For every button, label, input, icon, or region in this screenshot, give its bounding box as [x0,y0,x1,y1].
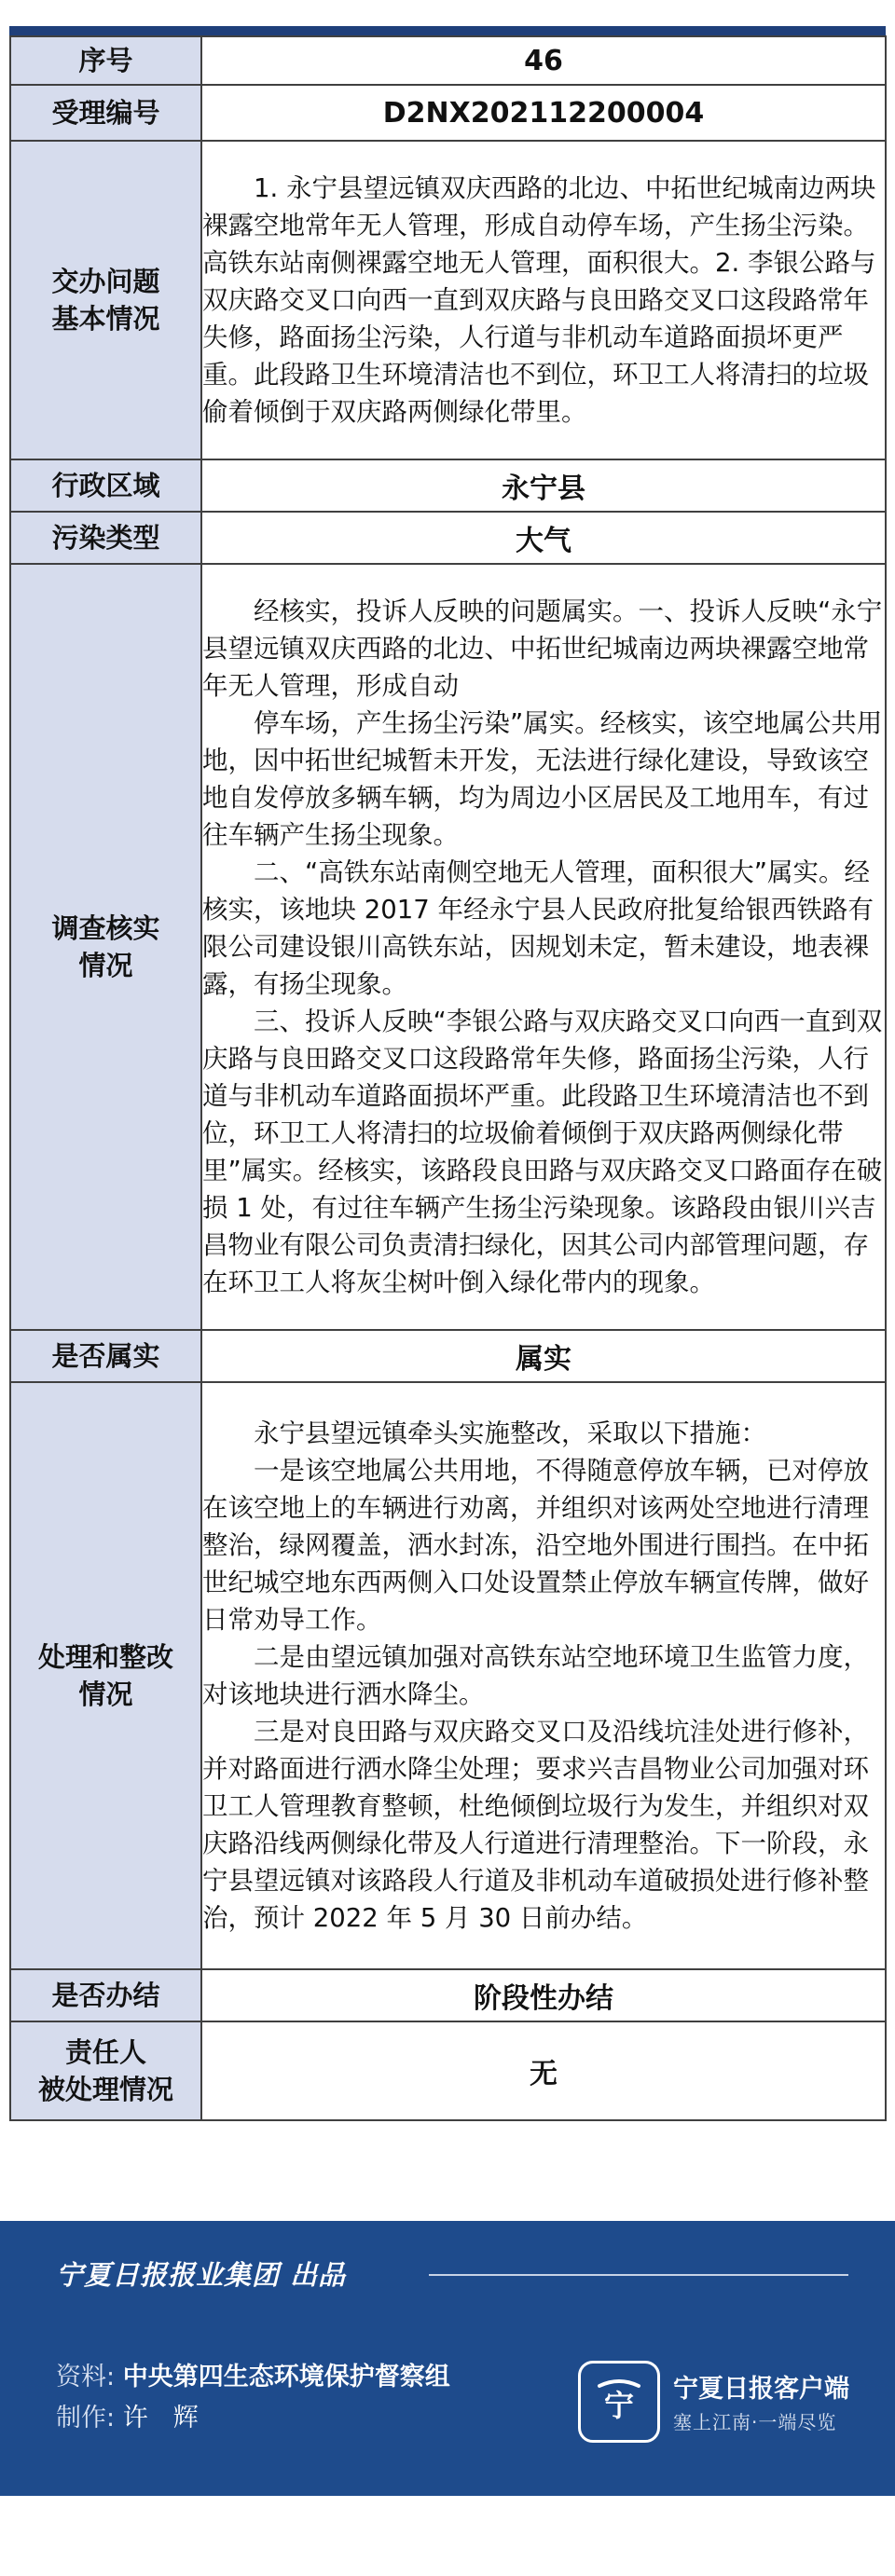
row-concluded [10,1969,886,2021]
case-info-table [9,35,887,2121]
investigation-text-cell [201,564,886,1330]
author-key: 制作: [56,2404,116,2432]
app-slogan: 塞上江南·一端尽览 [673,2411,837,2433]
investigation-paragraph: 停车场，产生扬尘污染”属实。经核实，该空地属公共用地，因中拓世纪城暂未开发，无法进行绿化建设，导致该空地自发停放多辆车辆，均为周边小区居民及工地用车，有过往车辆产生扬尘现象。 [202,708,883,850]
handling-paragraph: 二是由望远镇加强对高铁东站空地环境卫生监管力度，对该地块进行洒水降尘。 [202,1642,869,1709]
author-credit [56,2402,199,2435]
issue-text-cell [201,141,886,459]
concluded-value: 阶段性办结 [201,1969,886,2021]
row-handling [10,1382,886,1969]
handling-text-cell [201,1382,886,1969]
publisher-brand: 宁夏日报报业集团 出品 [56,2258,347,2291]
row-pollution [10,512,886,564]
case-no-label: 受理编号 [10,85,201,141]
handling-label: 处理和整改 情况 [10,1382,201,1969]
serial-label: 序号 [10,36,201,85]
verified-label: 是否属实 [10,1330,201,1382]
case-no-value: D2NX202112200004 [201,85,886,141]
row-accountability [10,2021,886,2120]
pollution-value: 大气 [201,512,886,564]
pollution-label: 污染类型 [10,512,201,564]
accountability-value: 无 [201,2021,886,2120]
footer-banner [0,2221,895,2496]
issue-label: 交办问题 基本情况 [10,141,201,459]
row-verified [10,1330,886,1382]
serial-value: 46 [201,36,886,85]
app-logo-icon [578,2361,660,2443]
region-label: 行政区域 [10,459,201,512]
row-region [10,459,886,512]
row-investigation [10,564,886,1330]
concluded-label: 是否办结 [10,1969,201,2021]
investigation-paragraph: 经核实，投诉人反映的问题属实。一、投诉人反映“永宁县望远镇双庆西路的北边、中拓世纪城南边两块裸露空地常年无人管理，形成自动 [202,596,883,701]
investigation-paragraph: 三、投诉人反映“李银公路与双庆路交叉口向西一直到双庆路与良田路交叉口这段路常年失修，路面扬尘污染，人行道与非机动车道路面损坏严重。此段路卫生环境清洁也不到位，环卫工人将清扫的垃圾偷着倾倒于双庆路两侧绿化带里”属实。经核实，该路段良田路与双庆路交叉口路面存在破损 1 处，有过往车辆产生扬尘污染现象。该路段由银川兴吉昌物业有限公司负责清扫绿化，因其公司内部管理问题，存在环卫工人将灰尘树叶倒入绿化带内的现象。 [202,1007,883,1297]
source-key: 资料: [56,2363,116,2391]
handling-paragraph: 永宁县望远镇牵头实施整改，采取以下措施： [254,1418,766,1448]
handling-paragraph: 三是对良田路与双庆路交叉口及沿线坑洼处进行修补，并对路面进行洒水降尘处理；要求兴吉昌物业公司加强对环卫工人管理教育整顿，杜绝倾倒垃圾行为发生，并组织对双庆路沿线两侧绿化带及人行道进行清理整治。下一阶段，永宁县望远镇对该路段人行道及非机动车道破损处进行修补整治，预计 2022 年 5 月 30 日前办结。 [202,1717,869,1933]
source-value: 中央第四生态环境保护督察组 [122,2363,450,2391]
top-accent-bar [9,26,886,35]
issue-text: 1. 永宁县望远镇双庆西路的北边、中拓世纪城南边两块裸露空地常年无人管理，形成自动停车场，产生扬尘污染。高铁东站南侧裸露空地无人管理，面积很大。2. 李银公路与双庆路交叉口向西一直到双庆路与良田路交叉口这段路常年失修，路面扬尘污染，人行道与非机动车道路面损坏更严重。此段路卫生环境清洁也不到位，环卫工人将清扫的垃圾偷着倾倒于双庆路两侧绿化带里。 [202,173,876,427]
row-case-no [10,85,886,141]
accountability-label: 责任人 被处理情况 [10,2021,201,2120]
brand-divider [429,2274,848,2276]
row-serial [10,36,886,85]
handling-paragraph: 一是该空地属公共用地，不得随意停放车辆，已对停放在该空地上的车辆进行劝离，并组织对该两处空地进行清理整治，绿网覆盖，洒水封冻，沿空地外围进行围挡。在中拓世纪城空地东西两侧入口处设置禁止停放车辆宣传牌，做好日常劝导工作。 [202,1456,869,1635]
source-credit [56,2361,450,2394]
verified-value: 属实 [201,1330,886,1382]
row-issue [10,141,886,459]
region-value: 永宁县 [201,459,886,512]
app-logo-mark [590,2373,648,2431]
brand-row [56,2254,346,2292]
app-name: 宁夏日报客户端 [673,2375,849,2404]
investigation-label: 调查核实 情况 [10,564,201,1330]
author-value: 许 辉 [122,2404,199,2432]
app-logo-glyph: 宁 [603,2388,635,2423]
investigation-paragraph: 二、“高铁东站南侧空地无人管理，面积很大”属实。经核实，该地块 2017 年经永宁县人民政府批复给银西铁路有限公司建设银川高铁东站，因规划未定，暂未建设，地表裸露，有扬尘现象。 [202,857,874,999]
